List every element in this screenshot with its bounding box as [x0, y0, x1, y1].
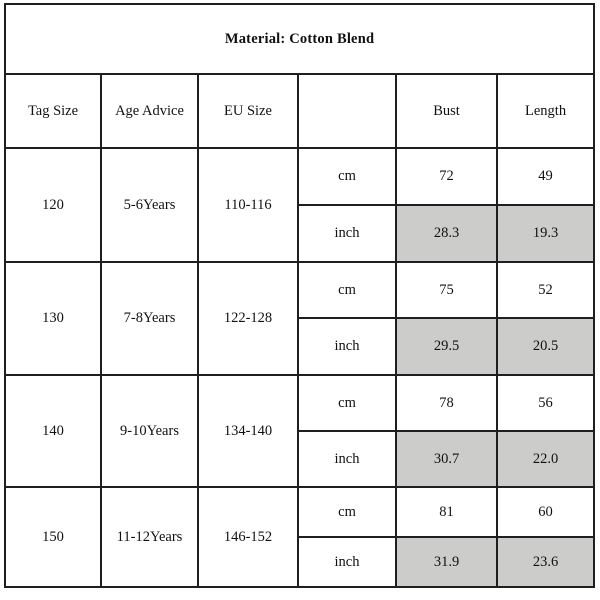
length-inch-value: 22.0 [497, 431, 594, 487]
unit-inch-label: inch [298, 537, 396, 587]
table-row [5, 487, 594, 537]
table-row [5, 148, 594, 205]
age-advice-cell: 11-12Years [101, 487, 198, 587]
chart-title: Material: Cotton Blend [5, 4, 594, 74]
col-header-tag-size: Tag Size [5, 74, 101, 148]
length-inch-value: 23.6 [497, 537, 594, 587]
col-header-eu-size: EU Size [198, 74, 298, 148]
tag-size-cell: 140 [5, 375, 101, 487]
tag-size-cell: 150 [5, 487, 101, 587]
length-inch-value: 20.5 [497, 318, 594, 375]
table-row [5, 375, 594, 431]
table-row [5, 262, 594, 318]
age-advice-cell: 9-10Years [101, 375, 198, 487]
eu-size-cell: 110-116 [198, 148, 298, 262]
table-row [5, 74, 594, 148]
col-header-bust: Bust [396, 74, 497, 148]
size-chart-table [4, 3, 595, 588]
bust-cm-value: 72 [396, 148, 497, 205]
unit-inch-label: inch [298, 431, 396, 487]
length-inch-value: 19.3 [497, 205, 594, 262]
table-row [5, 4, 594, 74]
age-advice-cell: 5-6Years [101, 148, 198, 262]
length-cm-value: 49 [497, 148, 594, 205]
col-header-age-advice: Age Advice [101, 74, 198, 148]
col-header-unit [298, 74, 396, 148]
unit-cm-label: cm [298, 375, 396, 431]
bust-inch-value: 30.7 [396, 431, 497, 487]
unit-cm-label: cm [298, 262, 396, 318]
length-cm-value: 52 [497, 262, 594, 318]
unit-cm-label: cm [298, 148, 396, 205]
age-advice-cell: 7-8Years [101, 262, 198, 375]
unit-inch-label: inch [298, 205, 396, 262]
length-cm-value: 60 [497, 487, 594, 537]
eu-size-cell: 134-140 [198, 375, 298, 487]
bust-inch-value: 28.3 [396, 205, 497, 262]
eu-size-cell: 146-152 [198, 487, 298, 587]
bust-inch-value: 31.9 [396, 537, 497, 587]
bust-cm-value: 75 [396, 262, 497, 318]
bust-cm-value: 81 [396, 487, 497, 537]
tag-size-cell: 130 [5, 262, 101, 375]
unit-inch-label: inch [298, 318, 396, 375]
col-header-length: Length [497, 74, 594, 148]
bust-inch-value: 29.5 [396, 318, 497, 375]
bust-cm-value: 78 [396, 375, 497, 431]
unit-cm-label: cm [298, 487, 396, 537]
tag-size-cell: 120 [5, 148, 101, 262]
eu-size-cell: 122-128 [198, 262, 298, 375]
length-cm-value: 56 [497, 375, 594, 431]
